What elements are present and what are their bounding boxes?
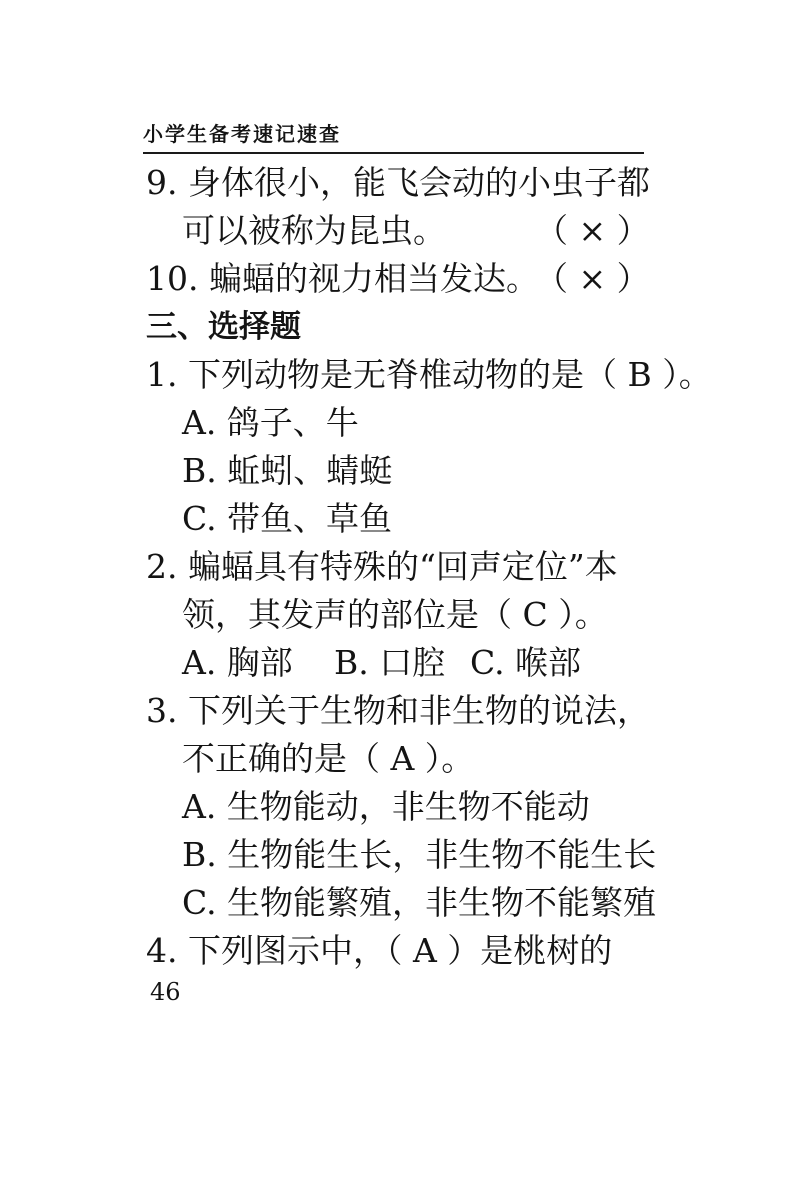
question-2-option-a: A. 胸部 <box>182 643 293 682</box>
question-2-stem-line2: 领，其发声的部位是（ C ）。 <box>182 595 608 634</box>
question-4-stem: 4. 下列图示中，（ A ）是桃树的 <box>146 931 613 970</box>
judgment-9-answer: （ × ） <box>535 211 650 250</box>
judgment-10-answer: （ × ） <box>535 259 650 298</box>
section-heading: 三、选择题 <box>146 309 301 345</box>
question-3-option-c: C. 生物能繁殖，非生物不能繁殖 <box>182 883 657 922</box>
header-rule <box>143 152 644 154</box>
question-3-stem-line1: 3. 下列关于生物和非生物的说法， <box>146 691 650 730</box>
question-3-stem-line2: 不正确的是（ A ）。 <box>182 739 475 778</box>
question-1-option-a: A. 鸽子、牛 <box>182 403 359 442</box>
question-3-option-b: B. 生物能生长，非生物不能生长 <box>182 835 657 874</box>
page-number: 46 <box>150 978 181 1006</box>
question-1-option-b: B. 蚯蚓、蜻蜓 <box>182 451 393 490</box>
question-1-stem: 1. 下列动物是无脊椎动物的是（ B ）。 <box>146 355 712 394</box>
question-2-stem-line1: 2. 蝙蝠具有特殊的“回声定位”本 <box>146 547 618 586</box>
judgment-9-line2: 可以被称为昆虫。 <box>182 211 446 250</box>
running-header: 小学生备考速记速查 <box>143 122 341 146</box>
question-2-option-c: C. 喉部 <box>470 643 582 682</box>
judgment-9-line1: 9. 身体很小，能飞会动的小虫子都 <box>146 163 650 202</box>
question-2-option-b: B. 口腔 <box>334 643 446 682</box>
question-3-option-a: A. 生物能动，非生物不能动 <box>182 787 590 826</box>
judgment-10-text: 10. 蝙蝠的视力相当发达。 <box>146 259 539 298</box>
question-1-option-c: C. 带鱼、草鱼 <box>182 499 393 538</box>
